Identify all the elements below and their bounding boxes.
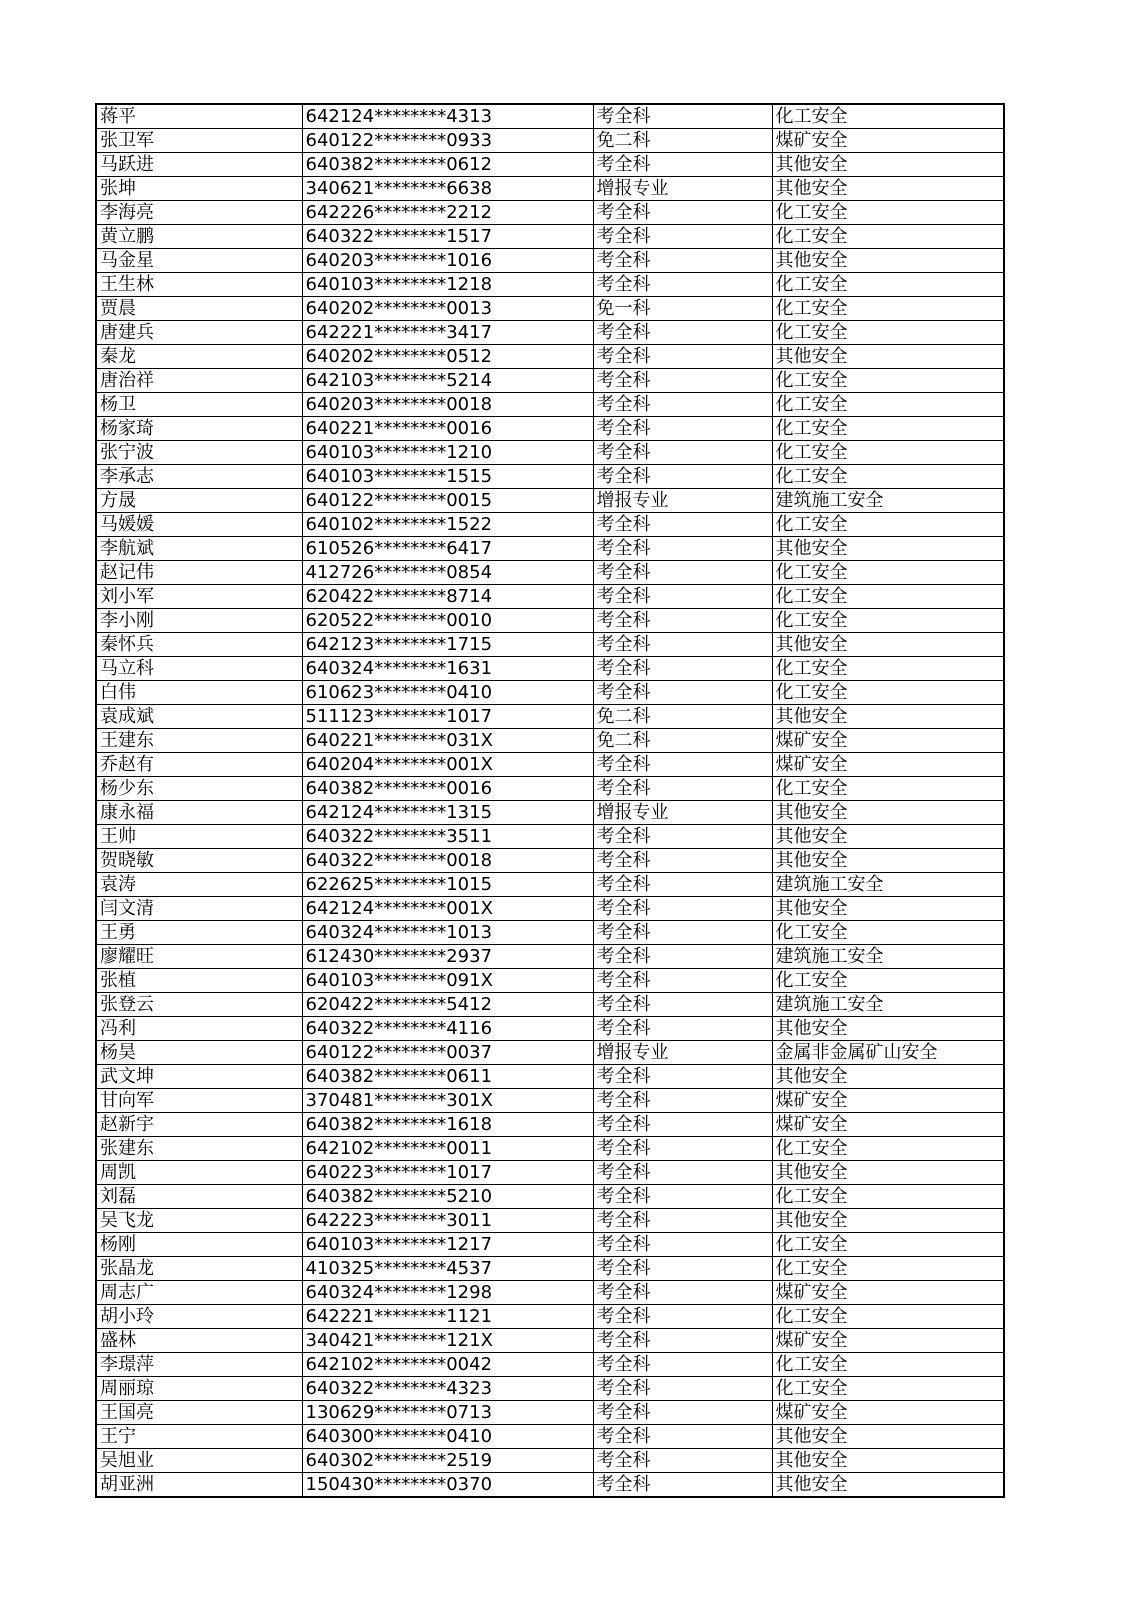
category-cell: 煤矿安全	[772, 1401, 1004, 1425]
id-number-cell: 640102********1522	[302, 513, 593, 537]
name-cell: 杨家琦	[96, 417, 302, 441]
name-cell: 秦怀兵	[96, 633, 302, 657]
id-number-cell: 612430********2937	[302, 945, 593, 969]
table-row	[96, 561, 1004, 585]
table-row	[96, 873, 1004, 897]
id-number-cell: 642102********0011	[302, 1137, 593, 1161]
id-number-cell: 640382********5210	[302, 1185, 593, 1209]
id-number-cell: 642124********1315	[302, 801, 593, 825]
id-number-cell: 640322********1517	[302, 225, 593, 249]
name-cell: 张植	[96, 969, 302, 993]
category-cell: 化工安全	[772, 609, 1004, 633]
id-number-cell: 511123********1017	[302, 705, 593, 729]
name-cell: 周志广	[96, 1281, 302, 1305]
category-cell: 其他安全	[772, 177, 1004, 201]
table-row	[96, 1017, 1004, 1041]
name-cell: 李海亮	[96, 201, 302, 225]
name-cell: 王建东	[96, 729, 302, 753]
table-row	[96, 1353, 1004, 1377]
category-cell: 其他安全	[772, 1473, 1004, 1498]
name-cell: 秦龙	[96, 345, 302, 369]
category-cell: 煤矿安全	[772, 1281, 1004, 1305]
name-cell: 贾晨	[96, 297, 302, 321]
table-row	[96, 753, 1004, 777]
table-row	[96, 225, 1004, 249]
exam-type-cell: 考全科	[593, 249, 772, 273]
id-number-cell: 640103********1515	[302, 465, 593, 489]
exam-type-cell: 考全科	[593, 1017, 772, 1041]
table-row	[96, 969, 1004, 993]
table-row	[96, 393, 1004, 417]
category-cell: 其他安全	[772, 249, 1004, 273]
exam-type-cell: 考全科	[593, 104, 772, 129]
id-number-cell: 640382********0612	[302, 153, 593, 177]
name-cell: 杨卫	[96, 393, 302, 417]
category-cell: 化工安全	[772, 513, 1004, 537]
table-row	[96, 513, 1004, 537]
category-cell: 其他安全	[772, 1017, 1004, 1041]
exam-type-cell: 考全科	[593, 441, 772, 465]
id-number-cell: 642221********1121	[302, 1305, 593, 1329]
table-row	[96, 945, 1004, 969]
category-cell: 建筑施工安全	[772, 489, 1004, 513]
table-row	[96, 729, 1004, 753]
table-row	[96, 104, 1004, 129]
category-cell: 化工安全	[772, 1185, 1004, 1209]
exam-type-cell: 考全科	[593, 1353, 772, 1377]
category-cell: 化工安全	[772, 225, 1004, 249]
id-number-cell: 410325********4537	[302, 1257, 593, 1281]
exam-type-cell: 考全科	[593, 1089, 772, 1113]
category-cell: 化工安全	[772, 393, 1004, 417]
id-number-cell: 640103********1210	[302, 441, 593, 465]
table-row	[96, 657, 1004, 681]
category-cell: 其他安全	[772, 825, 1004, 849]
exam-type-cell: 考全科	[593, 465, 772, 489]
table-row	[96, 249, 1004, 273]
table-row	[96, 1233, 1004, 1257]
exam-type-cell: 考全科	[593, 657, 772, 681]
id-number-cell: 642124********001X	[302, 897, 593, 921]
id-number-cell: 640324********1013	[302, 921, 593, 945]
category-cell: 化工安全	[772, 273, 1004, 297]
category-cell: 化工安全	[772, 561, 1004, 585]
id-number-cell: 640103********1217	[302, 1233, 593, 1257]
table-row	[96, 1041, 1004, 1065]
category-cell: 煤矿安全	[772, 129, 1004, 153]
exam-type-cell: 考全科	[593, 777, 772, 801]
table-row	[96, 1257, 1004, 1281]
exam-type-cell: 考全科	[593, 225, 772, 249]
exam-type-cell: 考全科	[593, 849, 772, 873]
category-cell: 化工安全	[772, 777, 1004, 801]
table-row	[96, 489, 1004, 513]
name-cell: 吴飞龙	[96, 1209, 302, 1233]
exam-type-cell: 考全科	[593, 945, 772, 969]
exam-type-cell: 考全科	[593, 393, 772, 417]
exam-type-cell: 考全科	[593, 993, 772, 1017]
name-cell: 唐建兵	[96, 321, 302, 345]
category-cell: 化工安全	[772, 1233, 1004, 1257]
exam-type-cell: 考全科	[593, 153, 772, 177]
table-row	[96, 825, 1004, 849]
exam-type-cell: 考全科	[593, 1401, 772, 1425]
exam-type-cell: 考全科	[593, 369, 772, 393]
id-number-cell: 640322********4116	[302, 1017, 593, 1041]
id-number-cell: 642102********0042	[302, 1353, 593, 1377]
category-cell: 其他安全	[772, 1449, 1004, 1473]
category-cell: 化工安全	[772, 969, 1004, 993]
id-number-cell: 640382********0016	[302, 777, 593, 801]
name-cell: 张宁波	[96, 441, 302, 465]
id-number-cell: 642124********4313	[302, 104, 593, 129]
name-cell: 张卫军	[96, 129, 302, 153]
table-row	[96, 1401, 1004, 1425]
name-cell: 赵新宇	[96, 1113, 302, 1137]
table-row	[96, 465, 1004, 489]
name-cell: 王勇	[96, 921, 302, 945]
table-row	[96, 1329, 1004, 1353]
name-cell: 袁涛	[96, 873, 302, 897]
name-cell: 赵记伟	[96, 561, 302, 585]
category-cell: 化工安全	[772, 657, 1004, 681]
exam-type-cell: 考全科	[593, 1233, 772, 1257]
name-cell: 胡亚洲	[96, 1473, 302, 1498]
exam-type-cell: 考全科	[593, 609, 772, 633]
id-number-cell: 642103********5214	[302, 369, 593, 393]
name-cell: 黄立鹏	[96, 225, 302, 249]
id-number-cell: 640302********2519	[302, 1449, 593, 1473]
name-cell: 刘磊	[96, 1185, 302, 1209]
exam-type-cell: 考全科	[593, 1185, 772, 1209]
exam-type-cell: 考全科	[593, 1257, 772, 1281]
table-row	[96, 1113, 1004, 1137]
name-cell: 方晟	[96, 489, 302, 513]
exam-type-cell: 免二科	[593, 729, 772, 753]
exam-type-cell: 考全科	[593, 1113, 772, 1137]
category-cell: 化工安全	[772, 321, 1004, 345]
exam-type-cell: 免二科	[593, 129, 772, 153]
exam-type-cell: 增报专业	[593, 1041, 772, 1065]
exam-type-cell: 考全科	[593, 825, 772, 849]
table-row	[96, 153, 1004, 177]
category-cell: 金属非金属矿山安全	[772, 1041, 1004, 1065]
name-cell: 贺晓敏	[96, 849, 302, 873]
exam-type-cell: 考全科	[593, 321, 772, 345]
name-cell: 杨少东	[96, 777, 302, 801]
table-row	[96, 1425, 1004, 1449]
table-row	[96, 993, 1004, 1017]
category-cell: 化工安全	[772, 1257, 1004, 1281]
category-cell: 化工安全	[772, 417, 1004, 441]
name-cell: 杨刚	[96, 1233, 302, 1257]
category-cell: 其他安全	[772, 1065, 1004, 1089]
exam-type-cell: 免一科	[593, 297, 772, 321]
category-cell: 化工安全	[772, 1377, 1004, 1401]
exam-type-cell: 增报专业	[593, 177, 772, 201]
name-cell: 盛林	[96, 1329, 302, 1353]
category-cell: 化工安全	[772, 441, 1004, 465]
table-row	[96, 369, 1004, 393]
table-row	[96, 633, 1004, 657]
id-number-cell: 640322********0018	[302, 849, 593, 873]
id-number-cell: 640122********0037	[302, 1041, 593, 1065]
name-cell: 蒋平	[96, 104, 302, 129]
name-cell: 张坤	[96, 177, 302, 201]
table-row	[96, 1161, 1004, 1185]
id-number-cell: 622625********1015	[302, 873, 593, 897]
id-number-cell: 640382********1618	[302, 1113, 593, 1137]
table-row	[96, 1305, 1004, 1329]
name-cell: 马媛媛	[96, 513, 302, 537]
category-cell: 其他安全	[772, 633, 1004, 657]
exam-type-cell: 考全科	[593, 1161, 772, 1185]
roster-table	[95, 103, 1005, 1498]
category-cell: 煤矿安全	[772, 1113, 1004, 1137]
exam-type-cell: 考全科	[593, 345, 772, 369]
category-cell: 化工安全	[772, 1137, 1004, 1161]
exam-type-cell: 增报专业	[593, 489, 772, 513]
category-cell: 化工安全	[772, 201, 1004, 225]
table-row	[96, 1209, 1004, 1233]
category-cell: 其他安全	[772, 1209, 1004, 1233]
category-cell: 化工安全	[772, 1353, 1004, 1377]
id-number-cell: 640122********0015	[302, 489, 593, 513]
id-number-cell: 640221********0016	[302, 417, 593, 441]
id-number-cell: 642221********3417	[302, 321, 593, 345]
name-cell: 闫文清	[96, 897, 302, 921]
category-cell: 煤矿安全	[772, 729, 1004, 753]
table-row	[96, 1281, 1004, 1305]
table-row	[96, 585, 1004, 609]
name-cell: 甘向军	[96, 1089, 302, 1113]
table-row	[96, 129, 1004, 153]
id-number-cell: 370481********301X	[302, 1089, 593, 1113]
exam-type-cell: 考全科	[593, 921, 772, 945]
name-cell: 冯利	[96, 1017, 302, 1041]
id-number-cell: 640322********3511	[302, 825, 593, 849]
category-cell: 其他安全	[772, 537, 1004, 561]
name-cell: 马立科	[96, 657, 302, 681]
name-cell: 王宁	[96, 1425, 302, 1449]
id-number-cell: 640103********1218	[302, 273, 593, 297]
exam-type-cell: 考全科	[593, 561, 772, 585]
category-cell: 建筑施工安全	[772, 945, 1004, 969]
name-cell: 白伟	[96, 681, 302, 705]
category-cell: 其他安全	[772, 801, 1004, 825]
id-number-cell: 640300********0410	[302, 1425, 593, 1449]
exam-type-cell: 考全科	[593, 1425, 772, 1449]
name-cell: 王生林	[96, 273, 302, 297]
name-cell: 武文坤	[96, 1065, 302, 1089]
table-row	[96, 537, 1004, 561]
category-cell: 煤矿安全	[772, 1329, 1004, 1353]
exam-type-cell: 考全科	[593, 1473, 772, 1498]
exam-type-cell: 考全科	[593, 1065, 772, 1089]
exam-type-cell: 增报专业	[593, 801, 772, 825]
id-number-cell: 150430********0370	[302, 1473, 593, 1498]
name-cell: 马金星	[96, 249, 302, 273]
table-row	[96, 609, 1004, 633]
table-row	[96, 1065, 1004, 1089]
table-row	[96, 1473, 1004, 1498]
id-number-cell: 642226********2212	[302, 201, 593, 225]
name-cell: 吴旭业	[96, 1449, 302, 1473]
exam-type-cell: 考全科	[593, 513, 772, 537]
id-number-cell: 640324********1631	[302, 657, 593, 681]
name-cell: 张晶龙	[96, 1257, 302, 1281]
exam-type-cell: 考全科	[593, 273, 772, 297]
table-row	[96, 777, 1004, 801]
id-number-cell: 640324********1298	[302, 1281, 593, 1305]
name-cell: 康永福	[96, 801, 302, 825]
exam-type-cell: 考全科	[593, 585, 772, 609]
name-cell: 王帅	[96, 825, 302, 849]
id-number-cell: 640204********001X	[302, 753, 593, 777]
name-cell: 刘小军	[96, 585, 302, 609]
category-cell: 其他安全	[772, 705, 1004, 729]
exam-type-cell: 考全科	[593, 201, 772, 225]
id-number-cell: 610526********6417	[302, 537, 593, 561]
category-cell: 煤矿安全	[772, 1089, 1004, 1113]
name-cell: 胡小玲	[96, 1305, 302, 1329]
roster-table-body	[96, 104, 1004, 1497]
exam-type-cell: 考全科	[593, 1329, 772, 1353]
exam-type-cell: 考全科	[593, 1305, 772, 1329]
category-cell: 化工安全	[772, 369, 1004, 393]
exam-type-cell: 考全科	[593, 753, 772, 777]
table-row	[96, 417, 1004, 441]
exam-type-cell: 考全科	[593, 417, 772, 441]
table-row	[96, 1137, 1004, 1161]
table-row	[96, 921, 1004, 945]
exam-type-cell: 考全科	[593, 873, 772, 897]
id-number-cell: 640203********1016	[302, 249, 593, 273]
exam-type-cell: 考全科	[593, 1209, 772, 1233]
id-number-cell: 640103********091X	[302, 969, 593, 993]
name-cell: 张登云	[96, 993, 302, 1017]
table-row	[96, 345, 1004, 369]
exam-type-cell: 考全科	[593, 969, 772, 993]
name-cell: 李承志	[96, 465, 302, 489]
category-cell: 化工安全	[772, 585, 1004, 609]
id-number-cell: 412726********0854	[302, 561, 593, 585]
exam-type-cell: 考全科	[593, 1449, 772, 1473]
table-row	[96, 1449, 1004, 1473]
table-row	[96, 1185, 1004, 1209]
name-cell: 乔赵有	[96, 753, 302, 777]
table-row	[96, 1377, 1004, 1401]
id-number-cell: 620422********5412	[302, 993, 593, 1017]
exam-type-cell: 考全科	[593, 537, 772, 561]
category-cell: 化工安全	[772, 921, 1004, 945]
id-number-cell: 620522********0010	[302, 609, 593, 633]
id-number-cell: 640223********1017	[302, 1161, 593, 1185]
id-number-cell: 620422********8714	[302, 585, 593, 609]
name-cell: 李璟萍	[96, 1353, 302, 1377]
exam-type-cell: 考全科	[593, 1137, 772, 1161]
category-cell: 化工安全	[772, 1305, 1004, 1329]
category-cell: 化工安全	[772, 681, 1004, 705]
category-cell: 其他安全	[772, 153, 1004, 177]
category-cell: 化工安全	[772, 465, 1004, 489]
exam-type-cell: 考全科	[593, 633, 772, 657]
exam-type-cell: 考全科	[593, 1281, 772, 1305]
table-row	[96, 1089, 1004, 1113]
category-cell: 化工安全	[772, 104, 1004, 129]
exam-type-cell: 考全科	[593, 1377, 772, 1401]
name-cell: 王国亮	[96, 1401, 302, 1425]
name-cell: 张建东	[96, 1137, 302, 1161]
table-row	[96, 705, 1004, 729]
table-row	[96, 273, 1004, 297]
name-cell: 袁成斌	[96, 705, 302, 729]
category-cell: 建筑施工安全	[772, 873, 1004, 897]
exam-type-cell: 考全科	[593, 897, 772, 921]
id-number-cell: 610623********0410	[302, 681, 593, 705]
id-number-cell: 340421********121X	[302, 1329, 593, 1353]
category-cell: 其他安全	[772, 345, 1004, 369]
category-cell: 其他安全	[772, 849, 1004, 873]
name-cell: 周凯	[96, 1161, 302, 1185]
name-cell: 李小刚	[96, 609, 302, 633]
exam-type-cell: 免二科	[593, 705, 772, 729]
id-number-cell: 640382********0611	[302, 1065, 593, 1089]
category-cell: 建筑施工安全	[772, 993, 1004, 1017]
name-cell: 李航斌	[96, 537, 302, 561]
name-cell: 唐治祥	[96, 369, 302, 393]
table-row	[96, 801, 1004, 825]
name-cell: 杨昊	[96, 1041, 302, 1065]
exam-type-cell: 考全科	[593, 681, 772, 705]
id-number-cell: 640322********4323	[302, 1377, 593, 1401]
table-row	[96, 849, 1004, 873]
category-cell: 煤矿安全	[772, 753, 1004, 777]
id-number-cell: 640202********0512	[302, 345, 593, 369]
table-row	[96, 897, 1004, 921]
id-number-cell: 642223********3011	[302, 1209, 593, 1233]
id-number-cell: 640221********031X	[302, 729, 593, 753]
id-number-cell: 340621********6638	[302, 177, 593, 201]
id-number-cell: 130629********0713	[302, 1401, 593, 1425]
table-row	[96, 177, 1004, 201]
name-cell: 廖耀旺	[96, 945, 302, 969]
id-number-cell: 640203********0018	[302, 393, 593, 417]
table-row	[96, 681, 1004, 705]
category-cell: 化工安全	[772, 297, 1004, 321]
table-row	[96, 201, 1004, 225]
category-cell: 其他安全	[772, 897, 1004, 921]
table-row	[96, 297, 1004, 321]
category-cell: 其他安全	[772, 1425, 1004, 1449]
id-number-cell: 642123********1715	[302, 633, 593, 657]
id-number-cell: 640122********0933	[302, 129, 593, 153]
category-cell: 其他安全	[772, 1161, 1004, 1185]
table-row	[96, 321, 1004, 345]
table-row	[96, 441, 1004, 465]
id-number-cell: 640202********0013	[302, 297, 593, 321]
name-cell: 周丽琼	[96, 1377, 302, 1401]
name-cell: 马跃进	[96, 153, 302, 177]
